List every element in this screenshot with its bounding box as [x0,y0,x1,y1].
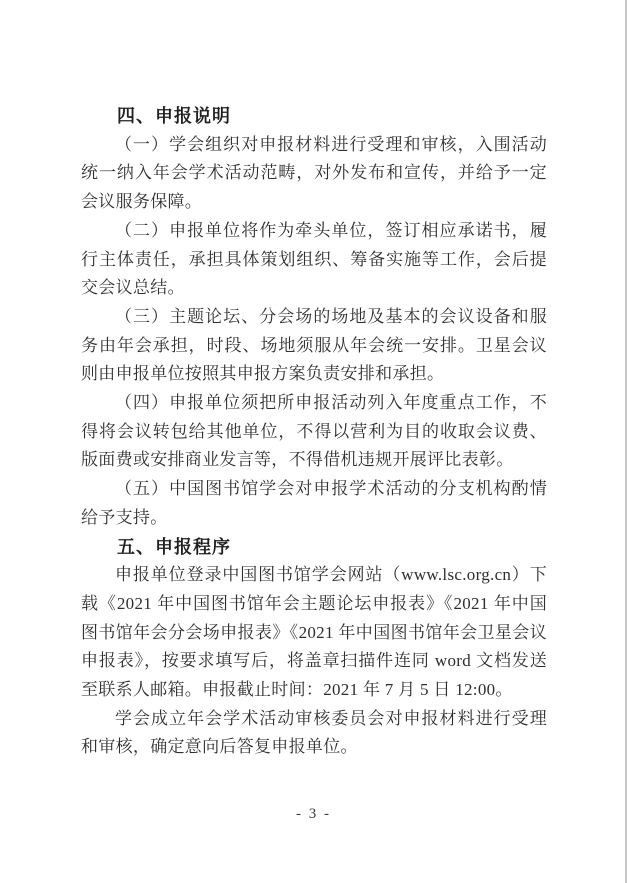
paragraph-note-2: （二）申报单位将作为牵头单位，签订相应承诺书，履行主体责任，承担具体策划组织、筹备实施等工作，会后提交会议总结。 [81,220,547,298]
document-body [81,102,547,762]
section-heading-application-notes: 四、申报说明 [117,106,231,126]
paragraph-note-4: （四）申报单位须把所申报活动列入年度重点工作，不得将会议转包给其他单位，不得以营利为目的收取会议费、版面费或安排商业发言等，不得借机违规开展评比表彰。 [81,393,547,470]
section-heading-application-procedure: 五、申报程序 [117,536,231,557]
paragraph-note-3: （三）主题论坛、分会场的场地及基本的会议设备和服务由年会承担，时段、场地须服从年会统一安排。卫星会议则由申报单位按照其申报方案负责安排和承担。 [81,306,547,384]
paragraph-procedure-1: 申报单位登录中国图书馆学会网站（www.lsc.org.cn）下载《2021 年中国图书馆年会主题论坛申报表》《2021 年中国图书馆年会分会场申报表》《2021 年中国图书馆年会卫星会议申报表》，按要求填写后，将盖章扫描件连同 word 文档发送至联系人邮箱。申报截止时间：2021 年 7 月 5 日 12:00。 [81,565,547,700]
paragraph-note-1: （一）学会组织对申报材料进行受理和审核，入围活动统一纳入年会学术活动范畴，对外发布和宣传，并给予一定会议服务保障。 [81,134,547,212]
paragraph-procedure-2: 学会成立年会学术活动审核委员会对申报材料进行受理和审核，确定意向后答复申报单位。 [81,708,547,757]
paragraph-note-5: （五）中国图书馆学会对申报学术活动的分支机构酌情给予支持。 [81,479,547,527]
page-number: - 3 - [296,806,331,822]
